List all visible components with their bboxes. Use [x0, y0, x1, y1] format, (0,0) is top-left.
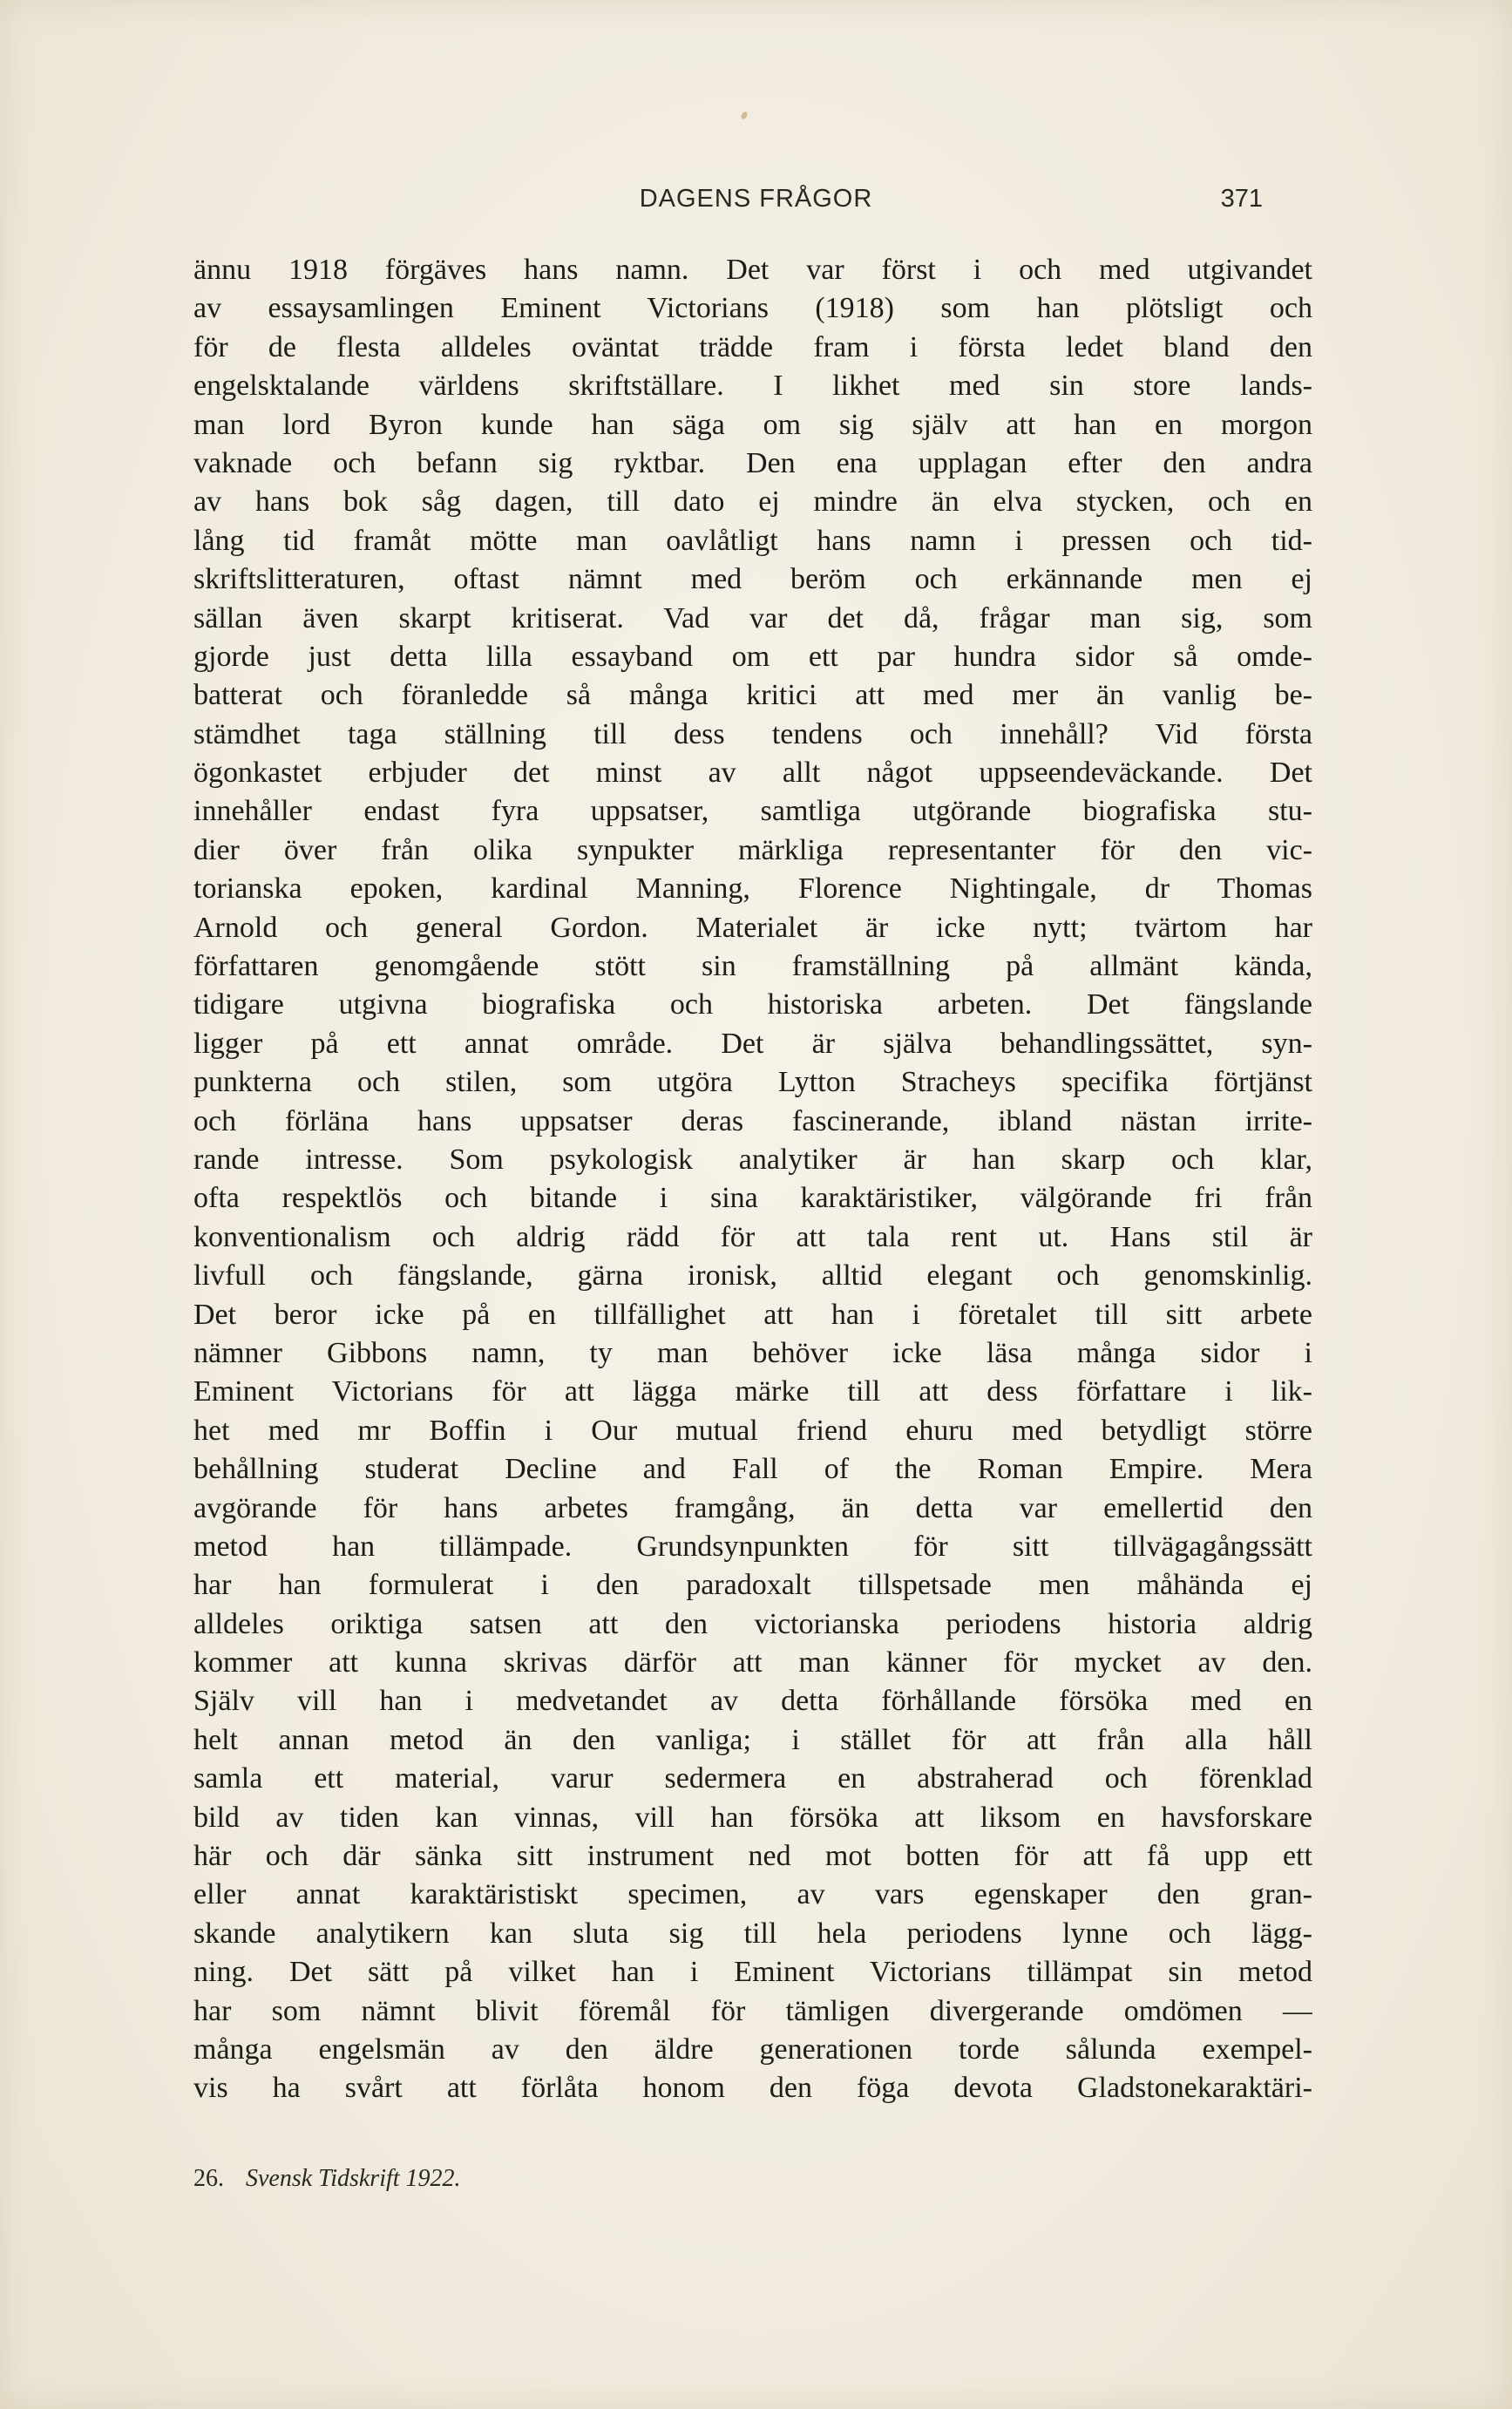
text-line: dier över från olika synpukter märkliga representanter för den vic- — [193, 833, 1312, 866]
text-line: har som nämnt blivit föremål för tämligen divergerande omdömen — — [193, 1994, 1312, 2027]
text-line: av essaysamlingen Eminent Victorians (1918) som han plötsligt och — [193, 292, 1312, 325]
printer-signature — [193, 2165, 461, 2193]
text-line: bild av tiden kan vinnas, vill han försöka att liksom en havsforskare — [193, 1801, 1312, 1834]
signature-title: Svensk Tidskrift 1922. — [246, 2165, 461, 2192]
text-line: man lord Byron kunde han säga om sig själv att han en morgon — [193, 408, 1312, 441]
text-line: vis ha svårt att förlåta honom den föga devota Gladstonekaraktäri- — [193, 2072, 1312, 2105]
text-line: har han formulerat i den paradoxalt tillspetsade men måhända ej — [193, 1569, 1312, 1602]
text-line: nämner Gibbons namn, ty man behöver icke läsa många sidor i — [193, 1336, 1312, 1369]
text-line: för de flesta alldeles oväntat trädde fram i första ledet bland den — [193, 330, 1312, 363]
text-line: ofta respektlös och bitande i sina karaktäristiker, välgörande fri från — [193, 1182, 1312, 1215]
text-line: ning. Det sätt på vilket han i Eminent Victorians tillämpat sin metod — [193, 1956, 1312, 1989]
text-line: ännu 1918 förgäves hans namn. Det var först i och med utgivandet — [193, 254, 1312, 286]
text-line: het med mr Boffin i Our mutual friend ehuru med betydligt större — [193, 1414, 1312, 1447]
text-line: behållning studerat Decline and Fall of the Roman Empire. Mera — [193, 1453, 1312, 1486]
signature-number: 26. — [193, 2165, 224, 2192]
text-line: alldeles oriktiga satsen att den victorianska periodens historia aldrig — [193, 1607, 1312, 1640]
text-line: stämdhet taga ställning till dess tendens och innehåll? Vid första — [193, 717, 1312, 750]
text-line: av hans bok såg dagen, till dato ej mindre än elva stycken, och en — [193, 485, 1312, 519]
text-line: kommer att kunna skrivas därför att man känner för mycket av den. — [193, 1646, 1312, 1680]
text-line: konventionalism och aldrig rädd för att tala rent ut. Hans stil är — [193, 1220, 1312, 1253]
text-line: helt annan metod än den vanliga; i stället för att från alla håll — [193, 1723, 1312, 1756]
text-line: ögonkastet erbjuder det minst av allt något uppseendeväckande. Det — [193, 757, 1312, 790]
text-line: avgörande för hans arbetes framgång, än detta var emellertid den — [193, 1491, 1312, 1524]
text-line: här och där sänka sitt instrument ned mot botten för att få upp ett — [193, 1840, 1312, 1873]
text-line: författaren genomgående stött sin framställning på allmänt kända, — [193, 950, 1312, 983]
text-line: livfull och fängslande, gärna ironisk, alltid elegant och genomskinlig. — [193, 1259, 1312, 1293]
text-line: många engelsmän av den äldre generationen torde sålunda exempel- — [193, 2032, 1312, 2066]
text-line: rande intresse. Som psykologisk analytiker är han skarp och klar, — [193, 1143, 1312, 1176]
text-line: och förläna hans uppsatser deras fascinerande, ibland nästan irrite- — [193, 1104, 1312, 1137]
text-line: tidigare utgivna biografiska och historiska arbeten. Det fängslande — [193, 988, 1312, 1021]
text-line: eller annat karaktäristiskt specimen, av vars egenskaper den gran- — [193, 1878, 1312, 1911]
running-title: DAGENS FRÅGOR — [639, 185, 873, 213]
body-text — [193, 251, 1312, 2108]
paper-speck — [740, 111, 749, 120]
page-number: 371 — [1220, 185, 1263, 213]
text-line: skriftslitteraturen, oftast nämnt med beröm och erkännande men ej — [193, 563, 1312, 596]
text-line: punkterna och stilen, som utgöra Lytton Stracheys specifika förtjänst — [193, 1066, 1312, 1099]
page-header — [0, 185, 1512, 220]
text-line: engelsktalande världens skriftställare. I likhet med sin store lands- — [193, 370, 1312, 403]
text-line: gjorde just detta lilla essayband om ett par hundra sidor så omde- — [193, 640, 1312, 673]
text-line: ligger på ett annat område. Det är själva behandlingssättet, syn- — [193, 1027, 1312, 1060]
text-line: Eminent Victorians för att lägga märke till att dess författare i lik- — [193, 1375, 1312, 1408]
text-line: vaknade och befann sig ryktbar. Den ena upplagan efter den andra — [193, 446, 1312, 479]
text-line: batterat och föranledde så många kritici att med mer än vanlig be- — [193, 679, 1312, 712]
text-line: lång tid framåt mötte man oavlåtligt hans namn i pressen och tid- — [193, 524, 1312, 557]
text-line: Själv vill han i medvetandet av detta förhållande försöka med en — [193, 1685, 1312, 1718]
text-line: torianska epoken, kardinal Manning, Florence Nightingale, dr Thomas — [193, 872, 1312, 906]
text-line: Arnold och general Gordon. Materialet är icke nytt; tvärtom har — [193, 911, 1312, 944]
text-line: metod han tillämpade. Grundsynpunkten för sitt tillvägagångssätt — [193, 1530, 1312, 1563]
text-line: Det beror icke på en tillfällighet att han i företalet till sitt arbete — [193, 1298, 1312, 1331]
text-line: skande analytikern kan sluta sig till hela periodens lynne och lägg- — [193, 1917, 1312, 1950]
text-line: sällan även skarpt kritiserat. Vad var det då, frågar man sig, som — [193, 601, 1312, 634]
text-line: samla ett material, varur sedermera en abstraherad och förenklad — [193, 1762, 1312, 1795]
text-line: innehåller endast fyra uppsatser, samtliga utgörande biografiska stu- — [193, 795, 1312, 828]
